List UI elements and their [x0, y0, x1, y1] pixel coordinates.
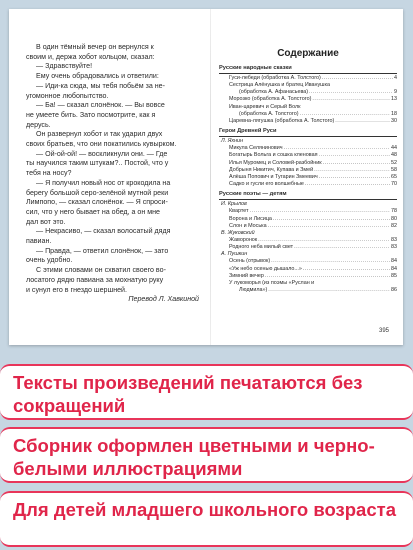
text-line: — Здравствуйте! — [36, 62, 93, 71]
toc-entry: Гуси-лебеди (обработка А. Толстого) ..... 4 — [219, 75, 397, 82]
text-line: ты научился таким штукам?.. Постой, что у — [26, 159, 169, 168]
book-gutter — [210, 9, 211, 345]
toc-entry: Иван-царевич и Серый Волк — [229, 103, 301, 110]
toc-entry: Жаворонок ..... 83 — [219, 237, 397, 244]
text-line: — Ой-ой-ой! — воскликнули они. — Где — [36, 149, 168, 158]
toc-section-title: Русские поэты — детям — [219, 191, 397, 200]
translator-credit: Перевод Л. Хавкиной — [128, 295, 199, 304]
text-line: и сунул его в гнездо шершней. — [26, 285, 127, 294]
toc-entry: Микула Селянинович ..... 44 — [219, 145, 397, 152]
toc-entry: Добрыня Никитич, Купава и Змей ..... 58 — [219, 167, 397, 174]
toc-entry: Родного неба милый свет ..... 83 — [219, 244, 397, 251]
text-line: Лимпопо, — сказал слонёнок. — Я спроси- — [26, 198, 168, 207]
text-line: павиан. — [26, 237, 52, 246]
toc-author: Л. Яхнин — [221, 138, 243, 145]
toc-author: В. Жуковский — [221, 229, 255, 236]
text-line: лосатого дядю павиана за мохнатую руку — [26, 275, 164, 284]
text-line: С этими словами он схватил своего во- — [36, 266, 166, 275]
book-spread — [9, 9, 403, 345]
toc-entry: Илья Муромец и Соловей-разбойник ..... 52 — [219, 160, 397, 167]
toc-entry: У лукоморья (из поэмы «Руслан и — [229, 279, 315, 286]
toc-entry: Сестрица Алёнушка и братец Иванушка — [229, 82, 330, 89]
text-line: своих братьев, что они покатились кувырком. — [26, 140, 177, 149]
text-line: своим и, держа хобот кольцом, сказал: — [26, 52, 155, 61]
toc-entry: (обработка А. Афанасьева) ..... 9 — [219, 89, 397, 96]
toc-entry: Слон и Моська ..... 82 — [219, 223, 397, 230]
toc-entry: «Уж небо осенью дышало...» ..... 84 — [219, 266, 397, 273]
text-line: тебя на носу? — [26, 169, 72, 178]
text-line: Ему очень обрадовались и ответили: — [36, 72, 159, 81]
text-line: дал вот это. — [26, 217, 66, 226]
text-line: угомонное любопытство. — [26, 91, 109, 100]
text-line: очень удобно. — [26, 256, 73, 265]
toc-entry: Морозко (обработка А. Толстого) ..... 13 — [219, 96, 397, 103]
text-line: дерусь. — [26, 120, 51, 129]
text-line: — Правда, — ответил слонёнок, — зато — [36, 246, 169, 255]
text-line: — Некрасиво, — сказал волосатый дядя — [36, 227, 171, 236]
text-line: Он развернул хобот и так ударил двух — [36, 130, 163, 139]
toc-entry: Алёша Попович и Тугарин Змеевич ..... 65 — [219, 174, 397, 181]
toc-title: Содержание — [277, 48, 339, 59]
toc-entry: Богатырь Вольга и сошка кленовая ..... 48 — [219, 152, 397, 159]
text-line: — Я получил новый нос от крокодила на — [36, 178, 171, 187]
text-line: сил, что у него бывает на обед, а он мне — [26, 207, 160, 216]
text-line: В один тёмный вечер он вернулся к — [36, 43, 154, 51]
toc-entry: Осень (отрывок) ..... 84 — [219, 258, 397, 265]
text-line: не умеете бить. Зато посмотрите, как я — [26, 110, 156, 119]
feature-banner-audience: Для детей младшего школьного возраста — [0, 491, 413, 547]
text-line: — Ба! — сказал слонёнок. — Вы вовсе — [36, 101, 165, 110]
feature-banner-unabridged: Тексты произведений печатаются без сокращений — [0, 364, 413, 420]
toc-author: И. Крылов — [221, 201, 247, 208]
toc-author: А. Пушкин — [221, 251, 248, 258]
left-page-text — [26, 43, 201, 305]
toc-entry: Квартет ..... 78 — [219, 208, 397, 215]
toc-entry: Садко и гусли его волшебные ..... 70 — [219, 181, 397, 188]
toc-entry: (обработка А. Толстого) ..... 18 — [219, 111, 397, 118]
feature-banner-illustrations: Сборник оформлен цветными и черно-белыми иллюстрациями — [0, 427, 413, 483]
toc-entry: Людмила») ..... 86 — [219, 287, 397, 294]
toc-section-title: Русские народные сказки — [219, 65, 397, 74]
text-line: — Иди-ка сюда, мы тебя побьём за не- — [36, 81, 165, 90]
toc-entry: Царевна-лягушка (обработка А. Толстого) ..... 30 — [219, 118, 397, 125]
toc-entry: Ворона и Лисица ..... 80 — [219, 216, 397, 223]
toc-section-title: Герои Древней Руси — [219, 128, 397, 137]
page-number: 395 — [378, 328, 389, 334]
toc-entry: Зимний вечер ..... 85 — [219, 273, 397, 280]
text-line: берегу большой серо-зелёной мутной реки — [26, 188, 169, 197]
table-of-contents — [219, 47, 397, 294]
